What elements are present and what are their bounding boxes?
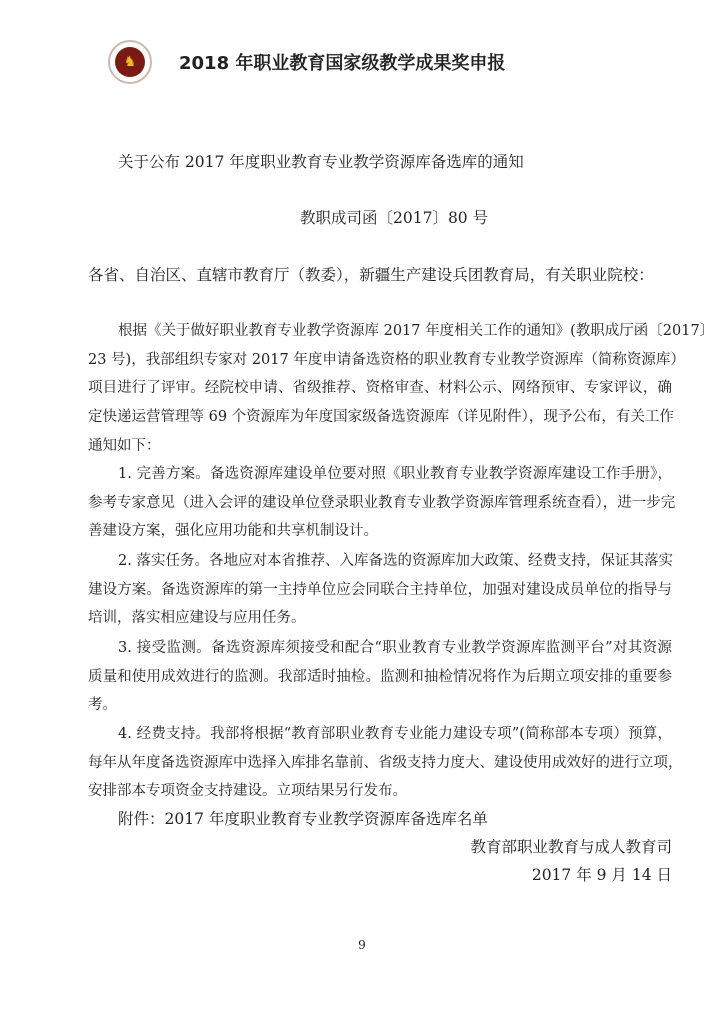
paragraph-line: 考。 xyxy=(88,697,117,714)
signature: 教育部职业教育与成人教育司 xyxy=(470,838,672,856)
paragraph-line: 2. 落实任务。各地应对本省推荐、入库备选的资源库加大政策、经费支持，保证其落实 xyxy=(118,553,673,569)
paragraph-line: 4. 经费支持。我部将根据“教育部职业教育专业能力建设专项”(简称部本专项）预算， xyxy=(118,726,672,742)
paragraph-line: 质量和使用成效进行的监测。我部适时抽检。监测和抽检情况将作为后期立项安排的重要参 xyxy=(88,668,672,685)
page-number: 9 xyxy=(358,938,366,952)
paragraph-line: 3. 接受监测。备选资源库须接受和配合“职业教育专业教学资源库监测平台”对其资源 xyxy=(118,640,672,656)
salutation: 各省、自治区、直辖市教育厅（教委），新疆生产建设兵团教育局，有关职业院校： xyxy=(88,266,654,284)
paragraph-line: 项目进行了评审。经院校申请、省级推荐、资格审查、材料公示、网络预审、专家评议，确 xyxy=(88,380,672,397)
paragraph-line: 1. 完善方案。备选资源库建设单位要对照《职业教育专业教学资源库建设工作手册》， xyxy=(118,466,672,482)
page-header xyxy=(108,40,505,84)
paragraph-line: 善建设方案，强化应用功能和共享机制设计。 xyxy=(88,523,378,540)
paragraph-line: 23 号)，我部组织专家对 2017 年度申请备选资格的职业教育专业教学资源库（简称资源库） xyxy=(88,351,685,368)
paragraph-line: 培训，落实相应建设与应用任务。 xyxy=(88,610,306,627)
paragraph-line: 安排部本专项资金支持建设。立项结果另行发布。 xyxy=(88,783,407,800)
school-seal-icon: ♞ xyxy=(108,40,152,84)
notice-title: 关于公布 2017 年度职业教育专业教学资源库备选库的通知 xyxy=(118,153,524,171)
attachment-line: 附件：2017 年度职业教育专业教学资源库备选库名单 xyxy=(118,810,488,828)
date: 2017 年 9 月 14 日 xyxy=(531,866,672,884)
paragraph-line: 根据《关于做好职业教育专业教学资源库 2017 年度相关工作的通知》(教职成厅函〔2017〕 xyxy=(118,323,715,339)
header-title: 2018 年职业教育国家级教学成果奖申报 xyxy=(179,53,506,74)
paragraph-line: 定快递运营管理等 69 个资源库为年度国家级备选资源库（详见附件），现予公布，有关工作 xyxy=(88,409,674,426)
paragraph-line: 每年从年度备选资源库中选择入库排名靠前、省级支持力度大、建设使用成效好的进行立项， xyxy=(88,754,683,771)
document-number: 教职成司函〔2017〕80 号 xyxy=(300,209,489,227)
paragraph-line: 通知如下： xyxy=(88,437,161,454)
paragraph-line: 建设方案。备选资源库的第一主持单位应会同联合主持单位，加强对建设成员单位的指导与 xyxy=(88,581,672,598)
paragraph-line: 参考专家意见（进入会评的建设单位登录职业教育专业教学资源库管理系统查看），进一步完 xyxy=(88,494,676,511)
